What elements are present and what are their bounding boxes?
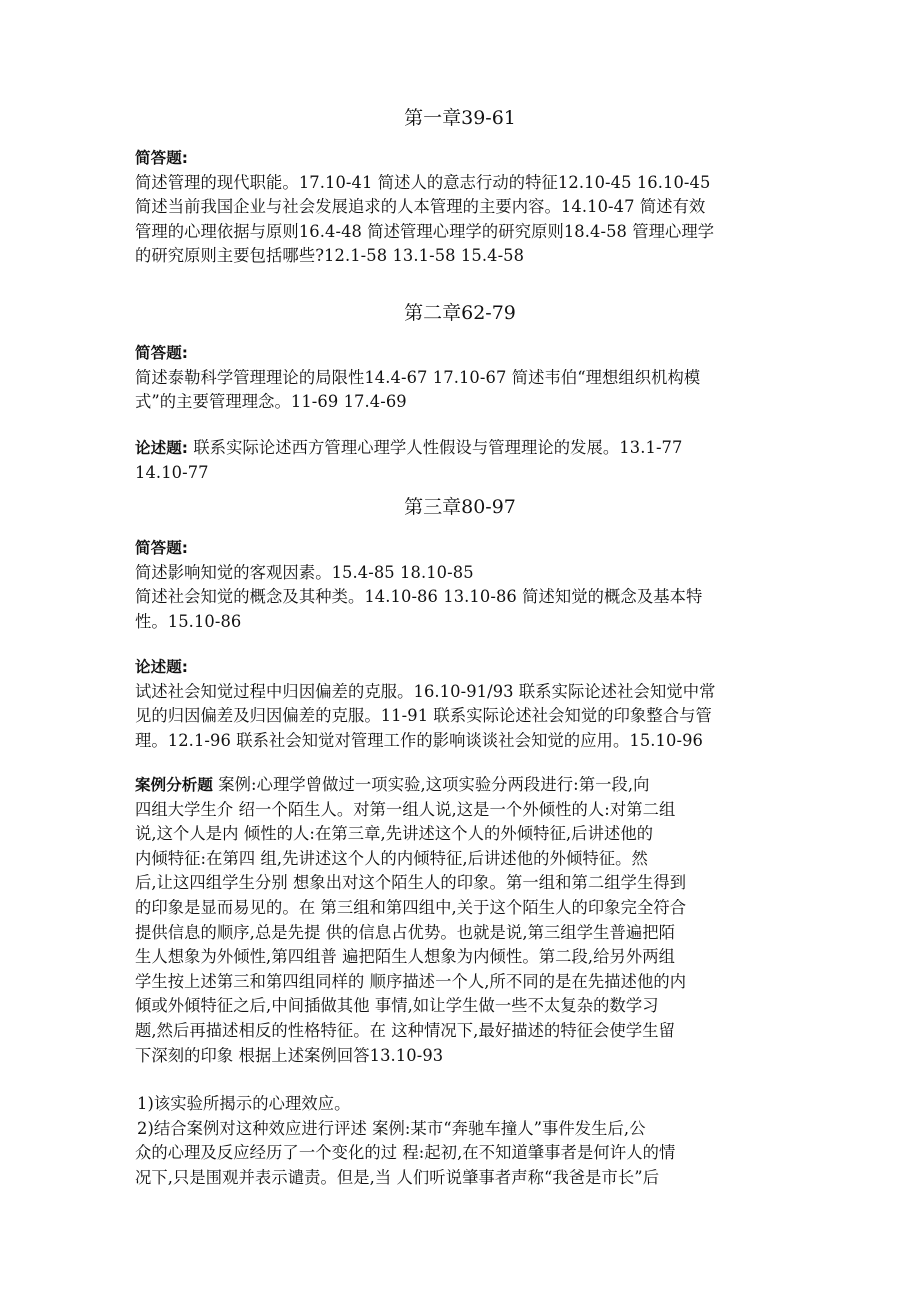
text-line: 内倾特征:在第四 组,先讲述这个人的内倾特征,后讲述他的外倾特征。然	[135, 848, 648, 868]
text-line: 简述管理的现代职能。17.10-41 简述人的意志行动的特征12.10-45 16.10-45	[135, 172, 711, 192]
chapter-3-case-analysis	[135, 773, 783, 1068]
text-line: 简述社会知觉的概念及其种类。14.10-86 13.10-86 简述知觉的概念及基本特	[135, 587, 703, 607]
chapter-2-essay	[135, 436, 783, 485]
chapter-3-title: 第三章80-97	[404, 496, 516, 518]
chapter-2-short-answer	[135, 341, 783, 415]
text-line: 14.10-77	[135, 462, 209, 482]
case-first-line	[135, 773, 783, 798]
short-answer-label: 简答题:	[135, 344, 189, 362]
chapter-1-short-answer	[135, 146, 783, 269]
chapter-3-essay	[135, 655, 783, 753]
text-line: 学生按上述第三和第四组同样的 顺序描述一个人,所不同的是在先描述他的内	[135, 971, 687, 991]
essay-label: 论述题:	[135, 658, 189, 676]
text-line: 傾或外傾特征之后,中间插做其他 事情,如让学生做一些不太复杂的数学习	[135, 996, 659, 1016]
text-line: 提供信息的顺序,总是先提 供的信息占优势。也就是说,第三组学生普遍把陌	[135, 922, 676, 942]
text-line: 试述社会知觉过程中归因偏差的克服。16.10-91/93 联系实际论述社会知觉中常	[135, 681, 716, 701]
short-answer-label: 简答题:	[135, 539, 189, 557]
question-line: 2)结合案例对这种效应进行评述 案例:某市“奔驰车撞人”事件发生后,公	[137, 1118, 646, 1138]
text-line: 简述泰勒科学管理理论的局限性14.4-67 17.10-67 简述韦伯“理想组织机构模	[135, 367, 701, 387]
text-line: 见的归因偏差及归因偏差的克服。11-91 联系实际论述社会知觉的印象整合与管	[135, 706, 712, 726]
text-line: 简述影响知觉的客观因素。15.4-85 18.10-85	[135, 562, 474, 582]
essay-label: 论述题:	[135, 439, 189, 457]
text-line: 式”的主要管理理念。11-69 17.4-69	[135, 392, 407, 412]
text-line: 理。12.1-96 联系社会知觉对管理工作的影响谈谈社会知觉的应用。15.10-96	[135, 730, 703, 750]
text-line: 性。15.10-86	[135, 611, 242, 631]
text-line: 题,然后再描述相反的性格特征。在 这种情况下,最好描述的特征会使学生留	[135, 1020, 676, 1040]
text-line: 众的心理及反应经历了一个变化的过 程:起初,在不知道肇事者是何许人的情	[135, 1143, 676, 1163]
text-line: 简述当前我国企业与社会发展追求的人本管理的主要内容。14.10-47 简述有效	[135, 197, 706, 217]
question-line: 1)该实验所揭示的心理效应。	[137, 1094, 351, 1113]
chapter-1-title: 第一章39-61	[404, 107, 516, 129]
text-line: 下深刻的印象 根据上述案例回答13.10-93	[135, 1045, 444, 1065]
text-line: 四组大学生介 绍一个陌生人。对第一组人说,这是一个外倾性的人:对第二组	[135, 799, 676, 819]
text-line: 生人想象为外倾性,第四组普 遍把陌生人想象为内倾性。第二段,给另外两组	[135, 947, 676, 967]
text-line: 的研究原则主要包括哪些?12.1-58 13.1-58 15.4-58	[135, 246, 525, 266]
chapter-3-case-questions	[135, 1092, 783, 1190]
text-line: 后,让这四组学生分别 想象出对这个陌生人的印象。第一组和第二组学生得到	[135, 873, 687, 893]
short-answer-label: 简答题:	[135, 149, 189, 167]
chapter-3-short-answer	[135, 536, 783, 634]
chapter-2-title: 第二章62-79	[404, 302, 516, 324]
text-line: 管理的心理依据与原则16.4-48 简述管理心理学的研究原则18.4-58 管理心理学	[135, 221, 715, 241]
case-inline-text: 案例:心理学曾做过一项实验,这项实验分两段进行:第一段,向	[213, 775, 650, 794]
text-line: 说,这个人是内 倾性的人:在第三章,先讲述这个人的外倾特征,后讲述他的	[135, 824, 654, 844]
essay-inline-text: 联系实际论述西方管理心理学人性假设与管理理论的发展。13.1-77	[188, 438, 683, 457]
case-analysis-label: 案例分析题	[135, 776, 214, 794]
essay-first-line	[135, 436, 783, 461]
text-line: 的印象是显而易见的。在 第三组和第四组中,关于这个陌生人的印象完全符合	[135, 897, 687, 917]
text-line: 况下,只是围观并表示谴责。但是,当 人们听说肇事者声称“我爸是市长”后	[135, 1167, 660, 1187]
